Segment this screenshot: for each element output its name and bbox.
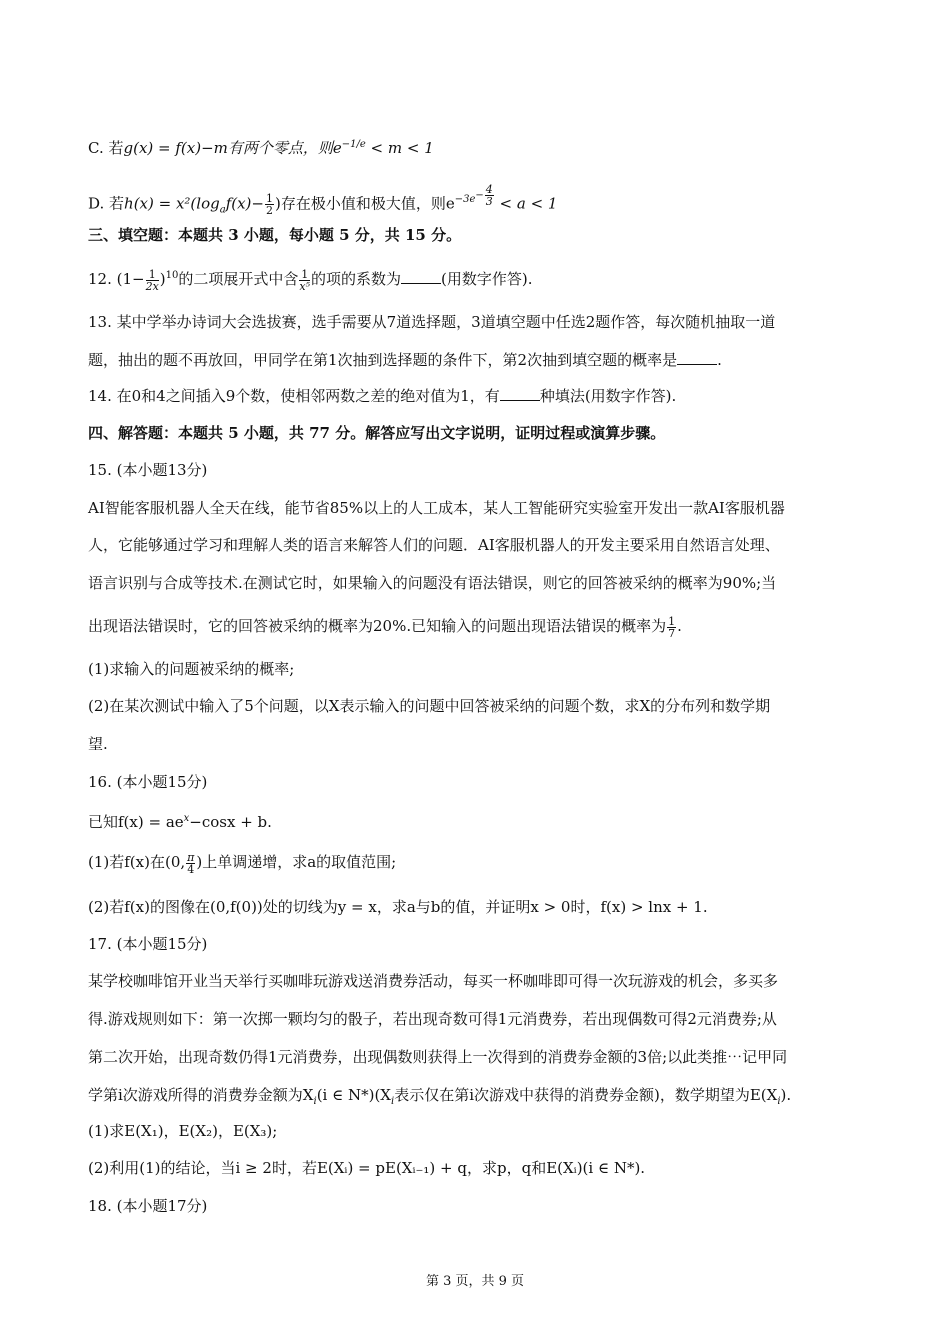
denominator: 7 xyxy=(668,626,676,640)
text: (1)若f(x)在(0, xyxy=(88,853,186,871)
question-16-part-1 xyxy=(88,851,862,875)
exponent: −1/e xyxy=(341,139,366,150)
math-text: g(x) = f(x)−m有两个零点，则e xyxy=(123,139,342,157)
question-16-part-2: (2)若f(x)的图像在(0,f(0))处的切线为y = x，求a与b的值，并证明x > 0时，f(x) > lnx + 1. xyxy=(88,898,708,916)
question-15-line-1: AI智能客服机器人全天在线，能节省85%以上的人工成本，某人工智能研究实验室开发出一款AI客服机器 xyxy=(88,499,785,517)
section-4-heading: 四、解答题：本题共 5 小题，共 77 分。解答应写出文字说明，证明过程或演算步骤。 xyxy=(88,424,666,442)
text: −cosx + b. xyxy=(189,813,272,831)
question-13-line-1: 13. 某中学举办诗词大会选拔赛，选手需要从7道选择题，3道填空题中任选2题作答，每次随机抽取一道 xyxy=(88,313,776,331)
exponent: 10 xyxy=(165,270,179,281)
question-17-line-1: 某学校咖啡馆开业当天举行买咖啡玩游戏送消费券活动，每买一杯咖啡即可得一次玩游戏的机会，多买多 xyxy=(88,972,779,990)
fraction xyxy=(299,269,310,292)
text: (i ∈ N*)(X xyxy=(316,1086,391,1104)
numerator: 1 xyxy=(265,191,273,205)
subscript: i xyxy=(777,1096,781,1107)
fraction xyxy=(667,616,676,639)
math-text: < a < 1 xyxy=(494,194,558,213)
question-15-line-3: 语言识别与合成等技术.在测试它时，如果输入的问题没有语法错误，则它的回答被采纳的概率为90%;当 xyxy=(88,574,777,592)
text: 已知f(x) = ae xyxy=(88,813,184,831)
question-15-part-1: (1)求输入的问题被采纳的概率; xyxy=(88,660,295,678)
question-15-line-2: 人，它能够通过学习和理解人类的语言来解答人们的问题．AI客服机器人的开发主要采用自然语言处理、 xyxy=(88,536,780,554)
numerator: 1 xyxy=(146,269,159,281)
text: 表示仅在第i次游戏中获得的消费券金额)，数学期望为E(X xyxy=(394,1086,778,1104)
exponent-base: −3e xyxy=(454,194,476,206)
numerator: π xyxy=(187,850,195,864)
text: . xyxy=(717,351,722,369)
numerator: 1 xyxy=(668,614,676,628)
question-16-line-1 xyxy=(88,808,862,833)
fraction xyxy=(186,852,195,875)
question-14 xyxy=(88,385,862,407)
answer-blank xyxy=(677,350,717,365)
text: 种填法(用数字作答). xyxy=(539,387,677,405)
question-13-line-2 xyxy=(88,349,862,371)
text: 的项的系数为 xyxy=(311,270,402,288)
question-12 xyxy=(88,265,862,292)
question-17-line-3: 第二次开始，出现奇数仍得1元消费券，出现偶数则获得上一次得到的消费券金额的3倍;以此类推⋯记甲同 xyxy=(88,1048,788,1066)
question-17-line-4 xyxy=(88,1084,862,1113)
text: ) xyxy=(159,270,166,288)
question-15-line-4 xyxy=(88,615,862,639)
math-text: < m < 1 xyxy=(365,139,434,157)
text: 出现语法错误时，它的回答被采纳的概率为20%.已知输入的问题出现语法错误的概率为 xyxy=(88,617,667,635)
text: 12. (1− xyxy=(88,270,145,288)
option-label: D. 若 xyxy=(88,194,125,213)
text: 学第i次游戏所得的消费券金额为X xyxy=(88,1086,314,1104)
fraction xyxy=(265,193,274,216)
subscript: a xyxy=(219,204,226,216)
exponent-sign: − xyxy=(475,190,484,201)
fraction xyxy=(485,184,494,207)
numerator: 4 xyxy=(485,183,493,196)
denominator: 2 xyxy=(265,203,273,217)
text: ). xyxy=(780,1086,792,1104)
fraction xyxy=(146,269,159,292)
question-16-heading: 16. (本小题15分) xyxy=(88,773,208,791)
text: 14. 在0和4之间插入9个数，使相邻两数之差的绝对值为1，有 xyxy=(88,387,500,405)
subscript: i xyxy=(313,1096,317,1107)
text: (用数字作答). xyxy=(441,270,533,288)
answer-blank xyxy=(500,386,540,401)
question-15-heading: 15. (本小题13分) xyxy=(88,461,208,479)
denominator: x⁵ xyxy=(299,279,311,293)
denominator: 3 xyxy=(485,195,493,208)
question-17-part-1: (1)求E(X₁)，E(X₂)，E(X₃); xyxy=(88,1122,278,1140)
question-15-part-2a: (2)在某次测试中输入了5个问题，以X表示输入的问题中回答被采纳的问题个数，求X的分布列和数学期 xyxy=(88,697,771,715)
math-text: )存在极小值和极大值，则e xyxy=(274,194,455,213)
question-17-line-2: 得.游戏规则如下：第一次掷一颗均匀的骰子，若出现奇数可得1元消费券，若出现偶数可得2元消费券;从 xyxy=(88,1010,777,1028)
text: 的二项展开式中含 xyxy=(178,270,299,288)
denominator: 4 xyxy=(187,862,195,876)
answer-blank xyxy=(401,269,441,284)
option-d xyxy=(88,184,862,221)
exponent xyxy=(454,183,495,208)
option-c xyxy=(88,134,862,159)
math-text: h(x) = x²(log xyxy=(124,194,220,213)
option-label: C. 若 xyxy=(88,139,124,157)
math-text: f(x)− xyxy=(225,194,264,213)
question-17-part-2: (2)利用(1)的结论，当i ≥ 2时，若E(Xᵢ) = pE(Xᵢ₋₁) + q，求p，q和E(Xᵢ)(i ∈ N*). xyxy=(88,1159,646,1177)
subscript: i xyxy=(390,1096,395,1107)
text: . xyxy=(677,617,682,635)
exponent: x xyxy=(183,813,190,824)
denominator: 2x xyxy=(145,279,159,293)
text: )上单调递增，求a的取值范围; xyxy=(196,853,397,871)
page-footer: 第 3 页，共 9 页 xyxy=(425,1274,525,1289)
question-15-part-2b: 望. xyxy=(88,735,108,753)
question-18-heading: 18. (本小题17分) xyxy=(88,1197,208,1215)
text: 题，抽出的题不再放回，甲同学在第1次抽到选择题的条件下，第2次抽到填空题的概率是 xyxy=(88,351,678,369)
section-3-heading: 三、填空题：本题共 3 小题，每小题 5 分，共 15 分。 xyxy=(88,226,462,244)
numerator: 1 xyxy=(301,267,309,281)
question-17-heading: 17. (本小题15分) xyxy=(88,935,208,953)
